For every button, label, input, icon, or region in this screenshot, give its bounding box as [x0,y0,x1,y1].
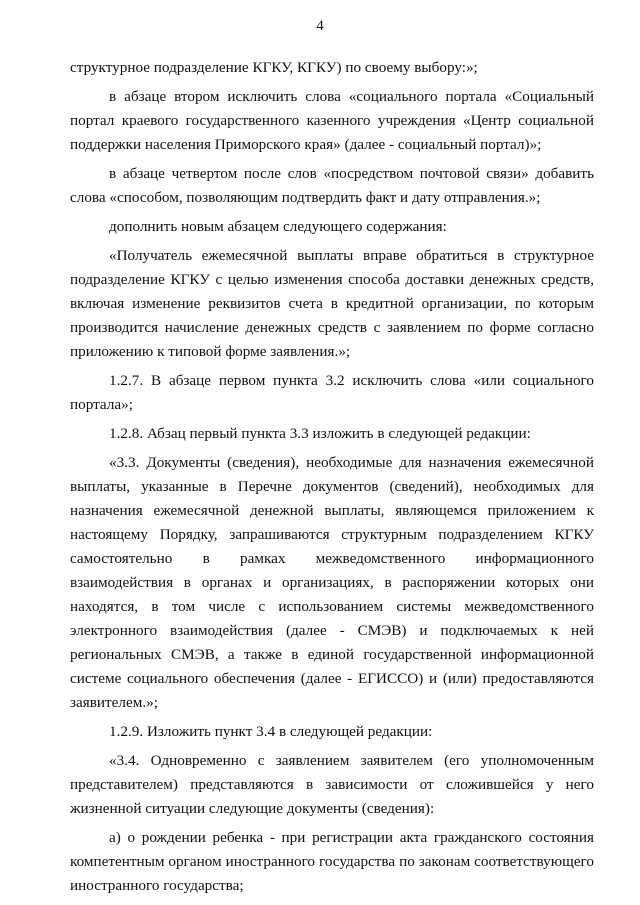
paragraph: в абзаце четвертом после слов «посредством почтовой связи» добавить слова «способом, позволяющим подтвердить факт и дату отправления.»; [70,165,594,206]
paragraph: 1.2.8. Абзац первый пункта 3.3 изложить в следующей редакции: [109,425,531,442]
paragraph: а) о рождении ребенка - при регистрации акта гражданского состояния компетентным органом иностранного государства по законам соответствующего иностранного государства; [70,829,594,894]
paragraph: в абзаце втором исключить слова «социального портала «Социальный портал краевого государственного казенного учреждения «Центр социальной поддержки населения Приморского края» (далее - социальный портал)»; [70,88,594,153]
paragraph: «3.3. Документы (сведения), необходимые для назначения ежемесячной выплаты, указанные в Перечне документов (сведений), необходимых для назначения ежемесячной денежной выплаты, являющемся приложением к настоящему Порядку, запрашиваются структурным подразделением КГКУ самостоятельно в рамках межведомственного информационного взаимодействия в органах и организациях, в распоряжении которых они находятся, в том числе с использованием системы межведомственного электронного взаимодействия (далее - СМЭВ) и подключаемых к ней региональных СМЭВ, а также в единой государственной информационной системе социального обеспечения (далее - ЕГИССО) и (или) предоставляются заявителем.»; [70,454,594,711]
paragraph: «3.4. Одновременно с заявлением заявителем (его уполномоченным представителем) представляются в зависимости от сложившейся у него жизненной ситуации следующие документы (сведения): [70,752,594,817]
paragraph: 1.2.9. Изложить пункт 3.4 в следующей редакции: [109,723,433,740]
page-number: 4 [316,18,324,34]
paragraph: структурное подразделение КГКУ, КГКУ) по своему выбору:»; [70,59,478,76]
paragraph: «Получатель ежемесячной выплаты вправе обратиться в структурное подразделение КГКУ с целью изменения способа доставки денежных средств, включая изменение реквизитов счета в кредитной организации, по которым производится начисление денежных средств с заявлением по форме согласно приложению к типовой форме заявления.»; [70,247,594,360]
paragraph: дополнить новым абзацем следующего содержания: [109,218,447,235]
document-body [70,56,594,903]
paragraph: 1.2.7. В абзаце первом пункта 3.2 исключить слова «или социального портала»; [70,372,594,413]
